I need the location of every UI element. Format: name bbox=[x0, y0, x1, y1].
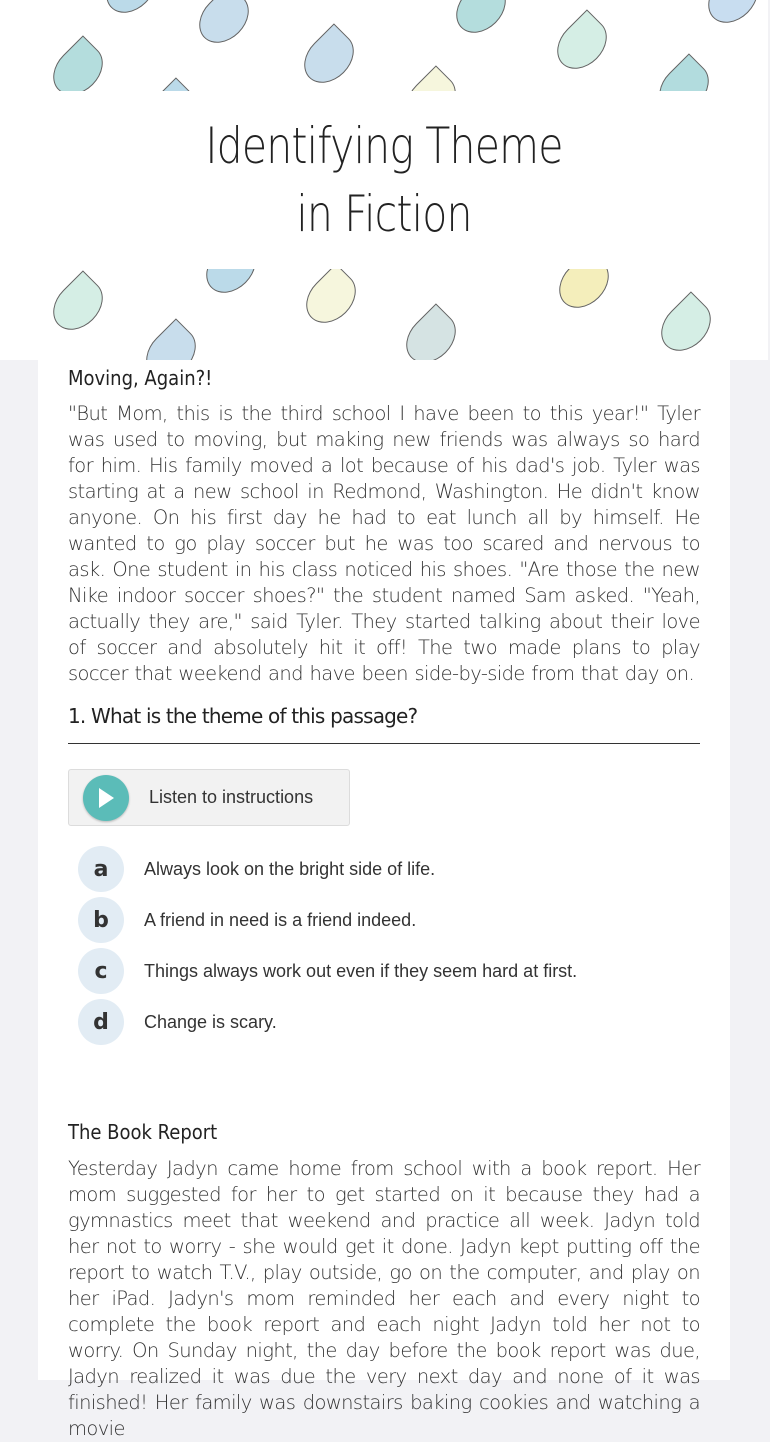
answer-letter: d bbox=[78, 999, 124, 1045]
answer-letter: c bbox=[78, 948, 124, 994]
raindrop-icon bbox=[294, 23, 363, 92]
raindrop-icon bbox=[43, 270, 112, 339]
page-title: Identifying Theme in Fiction bbox=[205, 117, 563, 243]
answer-letter: a bbox=[78, 846, 124, 892]
listen-instructions-button[interactable] bbox=[68, 769, 350, 826]
passage-title: Moving, Again?! bbox=[68, 366, 213, 390]
raindrop-icon bbox=[446, 0, 515, 43]
raindrop-icon bbox=[547, 9, 616, 78]
passage-text: "But Mom, this is the third school I have been to this year!" Tyler was used to moving, but making new friends was always so hard for him. His family moved a lot because of his dad's job. Tyler was starting at a new school in Redmond, Washington. He didn't know anyone. On his first day he had to eat lunch all by himself. He wanted to go play soccer but he was too scared and nervous to ask. One student in his class noticed his shoes. "Are those the new Nike indoor soccer shoes?" the student named Sam asked. "Yeah, actually they are," said Tyler. They started talking about their love of soccer and absolutely hit it off! The two made plans to play soccer that weekend and have been side-by-side from that day on. bbox=[68, 402, 700, 685]
answer-option-b[interactable] bbox=[78, 897, 678, 943]
header-banner bbox=[0, 0, 768, 360]
answer-text: Change is scary. bbox=[144, 1011, 277, 1032]
answer-letter: b bbox=[78, 897, 124, 943]
raindrop-icon bbox=[96, 0, 165, 23]
passage-title: The Book Report bbox=[68, 1120, 218, 1144]
answer-option-c[interactable] bbox=[78, 948, 678, 994]
title-band bbox=[0, 91, 768, 269]
raindrop-icon bbox=[296, 263, 365, 332]
answer-text: A friend in need is a friend indeed. bbox=[144, 909, 417, 930]
play-icon[interactable] bbox=[83, 775, 129, 821]
raindrop-icon bbox=[651, 291, 720, 360]
passage-text: Yesterday Jadyn came home from school with a book report. Her mom suggested for her to get started on it because they had a gymnastics meet that weekend and practice all week. Jadyn told her not to worry - she would get it done. Jadyn kept putting off the report to watch T.V., play outside, go on the computer, and play on her iPad. Jadyn's mom reminded her each and every night to complete the book report and each night Jadyn told her not to worry. On Sunday night, the day before the book report was due, Jadyn realized it was due the very next day and none of it was finished! Her family was downstairs baking cookies and watching a movie bbox=[68, 1157, 700, 1440]
listen-label: Listen to instructions bbox=[149, 787, 314, 807]
question-heading: 1. What is the theme of this passage? bbox=[68, 704, 700, 744]
worksheet-card bbox=[38, 360, 730, 1440]
raindrop-icon bbox=[189, 0, 258, 53]
raindrop-icon bbox=[698, 0, 767, 33]
answer-option-a[interactable] bbox=[78, 846, 678, 892]
answer-text: Always look on the bright side of life. bbox=[144, 858, 436, 879]
answer-option-d[interactable] bbox=[78, 999, 678, 1045]
answer-text: Things always work out even if they seem hard at first. bbox=[144, 960, 578, 981]
